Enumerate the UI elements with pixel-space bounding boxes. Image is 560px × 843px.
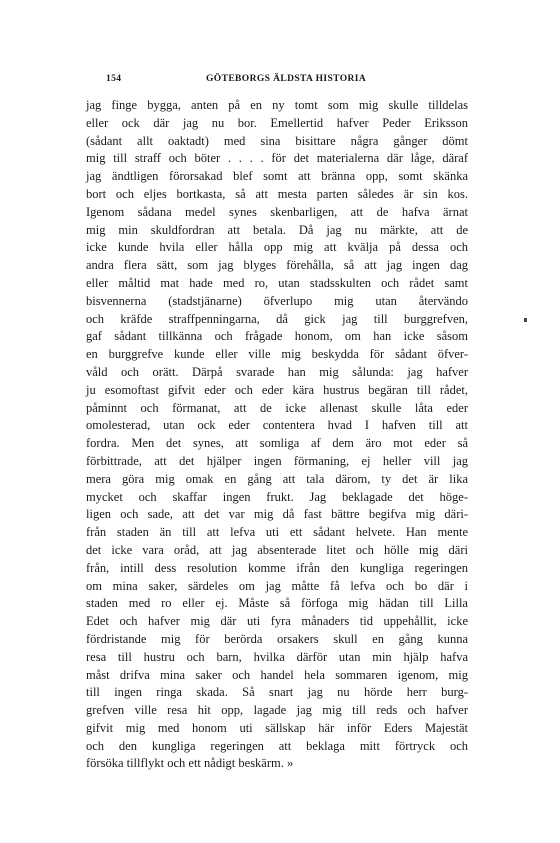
text-line: jag ändtligen förorsakad blef somt att bränna opp, somt skänka (86, 169, 468, 184)
text-line: ligen och sade, att det var mig då fast bättre begifva mig däri- (86, 507, 468, 522)
text-line: mig till straff och böter . . . . för det materialerna där låge, däraf (86, 151, 468, 166)
text-line: och den kungliga regeringen att beklaga mitt förtryck och (86, 738, 468, 753)
text-line: påminnt och förmanat, att de icke allenast skulle låta eder (86, 400, 468, 415)
text-line: omolesterad, utan ock eder contentera hvad I hafven till att (86, 418, 468, 433)
text-line: och kräfde straffpenningarna, då gick jag till burggrefven, (86, 311, 468, 326)
text-line: resa till hustru och barn, hvilka därför utan min hjälp hafva (86, 649, 468, 664)
page-number: 154 (106, 74, 122, 84)
margin-mark (524, 318, 527, 322)
text-line: bort och eljes bortkasta, så att mesta parten således är sin kos. (86, 186, 468, 201)
text-line: från, intill dess resolution komme ifrån den kungliga regeringen (86, 560, 468, 575)
text-line: ju esomoftast gifvit eder och eder kära hustrus begäran till rådet, (86, 382, 468, 397)
text-line: grefven ville resa hit opp, lagade jag mig till reds och hafver (86, 703, 468, 718)
text-line: Igenom sådana medel synes skenbarligen, att de hafva ärnat (86, 204, 468, 219)
text-line: bisvennerna (stadstjänarne) öfverlupo mig utan återvändo (86, 293, 468, 308)
text-line: staden med ro eller ej. Måste så förfoga mig hädan till Lilla (86, 596, 468, 611)
text-line: Edet och hafver mig där uti fyra månaders tid uppehållit, icke (86, 614, 468, 629)
text-line: måst drifva mina saker och handel hela sommaren igenom, mig (86, 667, 468, 682)
text-line: fordra. Men det synes, att somliga af dem äro mot eder så (86, 436, 468, 451)
text-line: från staden än till att lefva uti ett sådant helvete. Han mente (86, 525, 468, 540)
text-line: fördristande mig för berörda orsakers skull en gång kunna (86, 631, 468, 646)
body-text (86, 97, 468, 773)
text-line: gaf sådant tillkänna och frågade honom, om han icke såsom (86, 329, 468, 344)
text-line: gifvit mig med honom uti sällskap här inför Eders Majestät (86, 720, 468, 735)
page-header (106, 74, 466, 88)
text-line: andra flera sätt, som jag blyges förehålla, så att jag ingen dag (86, 258, 468, 273)
text-line: eller måltid mat hade med ro, utan stadsskulten och rådet samt (86, 275, 468, 290)
text-line: en burggrefve kunde eller ville mig beskydda för sådant öfver- (86, 347, 468, 362)
text-line: (sådant allt oaktadt) med sina bisittare några gånger dömt (86, 133, 468, 148)
text-line: om mina saker, särdeles om jag måtte få lefva och bo där i (86, 578, 468, 593)
text-line: jag finge bygga, anten på en ny tomt som mig skulle tilldelas (86, 98, 468, 112)
text-line: det icke vara oråd, att jag absenterade litet och hölle mig däri (86, 542, 468, 557)
text-line: mycket och skaffar ingen frukt. Jag beklagade det höge- (86, 489, 468, 504)
text-line: förbittrade, att det hjälper ingen förmaning, ej heller vill jag (86, 453, 468, 468)
text-line: mig min skuldfordran att betala. Då jag nu märkte, att de (86, 222, 468, 237)
text-line: försöka tillflykt och ett nådigt beskärm. » (86, 756, 294, 771)
text-line: våld och orätt. Därpå svarade han mig sålunda: jag hafver (86, 364, 468, 379)
text-line: till ingen ringa skada. Så snart jag nu hörde herr burg- (86, 685, 468, 700)
running-title: GÖTEBORGS ÄLDSTA HISTORIA (206, 74, 367, 84)
text-line: eller ock där jag nu bor. Emellertid hafver Peder Eriksson (86, 115, 468, 130)
text-line: mera göra mig omak en gång att tala därom, ty det är lika (86, 471, 468, 486)
text-line: icke kunde hvila eller hålla opp mig att kvälja på dessa och (86, 240, 468, 255)
